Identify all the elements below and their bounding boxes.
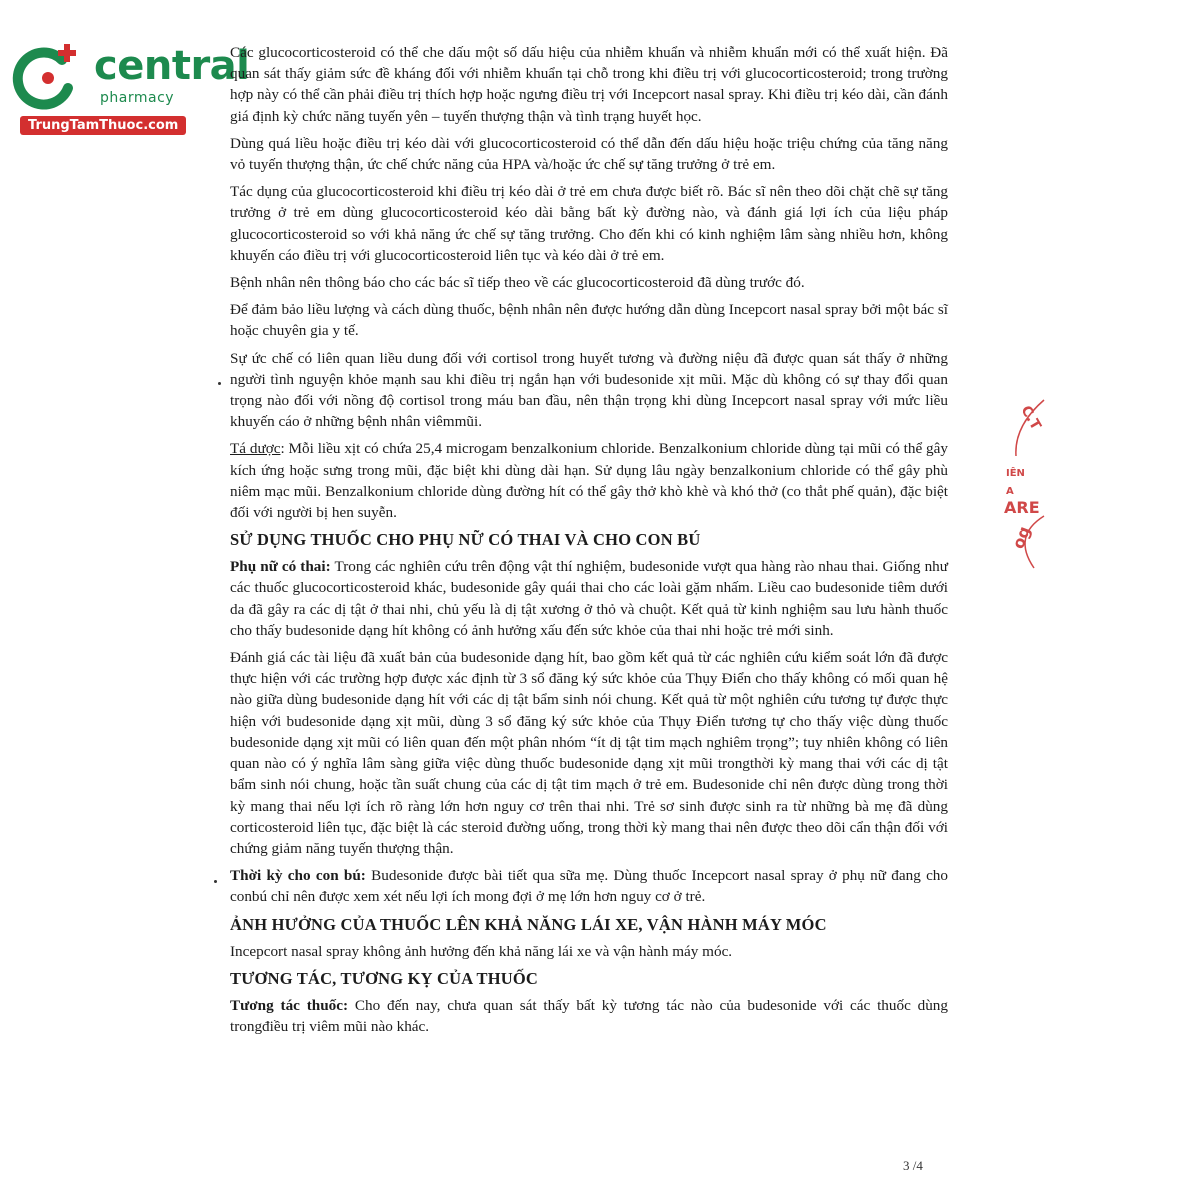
paragraph-cortisol-suppression: Sự ức chế có liên quan liều dung đối với cortisol trong huyết tương và đường niệu đã được quan sát thấy ở những người tình nguyện khỏe mạnh sau khi điều trị ngắn hạn với budesonide xịt mũi. Mặc dù không có sự thay đổi quan trọng nào đối với nồng độ cortisol trong máu ban đầu, nên thận trọng khi dùng Incepcort nasal spray với mức liều khuyến cáo ở những bệnh nhân viêmmũi.: [230, 349, 948, 431]
stamp-text-1: C.T: [1017, 403, 1044, 433]
central-pharmacy-logo[interactable]: [10, 38, 250, 138]
pharmacy-cross-logo-icon: [10, 38, 88, 116]
red-stamp-fragment: [1004, 396, 1052, 572]
paragraph-pregnancy: [230, 556, 948, 641]
document-page-body: [230, 42, 948, 1043]
paragraph-lactation: [230, 865, 948, 907]
paragraph-infection-masking: Các glucocorticosteroid có thể che dấu một số dấu hiệu của nhiễm khuẩn và nhiễm khuẩn mới có thể xuất hiện. Đã quan sát thấy giảm sức đề kháng đối với nhiễm khuẩn tại chỗ trong khi điều trị với glucocorticosteroid; trong trường hợp này có thể cần phải điều trị thích hợp hoặc ngưng điều trị với Incepcort nasal spray. Khi điều trị kéo dài, cần đánh giá định kỳ chức năng tuyến yên – tuyến thượng thận và tình trạng huyết học.: [230, 44, 948, 125]
heading-interactions: TƯƠNG TÁC, TƯƠNG KỴ CỦA THUỐC: [230, 968, 539, 988]
page-number: 3 /4: [903, 1158, 923, 1173]
pregnancy-label: Phụ nữ có thai:: [230, 558, 331, 576]
paragraph-driving: Incepcort nasal spray không ảnh hưởng đến khả năng lái xe và vận hành máy móc.: [230, 942, 733, 960]
stamp-text-2: IÊN: [1006, 468, 1025, 479]
pregnancy-text: Trong các nghiên cứu trên động vật thí nghiệm, budesonide vượt qua hàng rào nhau thai. Giống như các thuốc glucocorticosteroid khác, budesonide gây quái thai cho các loài gặm nhấm. Liều cao budesonide tiêm dưới da đã gây ra các dị tật ở thai nhi, chủ yếu là dị tật xương ở thỏ và chuột. Kết quả từ kinh nghiệm sau lưu hành thuốc cho thấy budesonide dạng hít không có ảnh hưởng xấu đến sức khỏe của thai nhi hoặc trẻ mới sinh.: [230, 558, 948, 639]
paragraph-children-growth: Tác dụng của glucocorticosteroid khi điều trị kéo dài ở trẻ em chưa được biết rõ. Bác sĩ nên theo dõi chặt chẽ sự tăng trưởng ở trẻ em dùng glucocorticosteroid kéo dài bằng bất kỳ đường nào, và đánh giá lợi ích của liệu pháp glucocorticosteroid so với khả năng ức chế sự tăng trưởng. Cho đến khi có kinh nghiệm lâm sàng nhiều hơn, không khuyến cáo điều trị với glucocorticosteroid liên tục và kéo dài ở trẻ em.: [230, 183, 948, 264]
scan-speck: [214, 880, 217, 883]
paragraph-published-studies: Đánh giá các tài liệu đã xuất bản của budesonide dạng hít, bao gồm kết quả từ các nghiên cứu kiểm soát lớn đã được thực hiện với các trường hợp được xác định từ 3 sổ đăng ký sức khỏe của Thụy Điển cho thấy không có mối quan hệ nào giữa dùng budesonide dạng hít với các dị tật bẩm sinh nói chung. Kết quả từ một nghiên cứu tương tự được thực hiện với budesonide dạng xịt mũi, dùng 3 sổ đăng ký sức khỏe của Thụy Điển tương tự cho thấy việc dùng thuốc budesonide dạng xịt mũi có liên quan đến một phân nhóm “ít dị tật tim mạch nghiêm trọng”; tuy nhiên không có liên quan nào có ý nghĩa lâm sàng giữa việc dùng thuốc budesonide dạng xịt mũi trongthời kỳ mang thai với các dị tật bẩm sinh nói chung, hoặc tần suất chung của các dị tật tim mạch ở trẻ em. Budesonide chỉ nên được dùng trong thời kỳ mang thai nếu lợi ích rõ ràng lớn hơn nguy cơ trên thai nhi. Trẻ sơ sinh được sinh ra từ những bà mẹ đã dùng corticosteroid liên tục, đặc biệt là các steroid đường uống, trong thời kỳ mang thai nên được theo dõi cẩn thận đối với chứng giảm năng tuyến thượng thận.: [230, 649, 948, 857]
stamp-text-4: ARE: [1004, 498, 1040, 517]
paragraph-excipients: [230, 438, 948, 523]
paragraph-drug-interactions: [230, 995, 948, 1037]
stamp-text-3: A: [1006, 486, 1014, 497]
lactation-label: Thời kỳ cho con bú:: [230, 867, 366, 885]
paragraph-overdose: Dùng quá liều hoặc điều trị kéo dài với glucocorticosteroid có thể dẫn đến dấu hiệu hoặc triệu chứng của tăng năng vỏ tuyến thượng thận, ức chế chức năng của HPA và/hoặc ức chế sự tăng trưởng ở trẻ em.: [230, 134, 948, 174]
heading-pregnancy-lactation: SỬ DỤNG THUỐC CHO PHỤ NỮ CÓ THAI VÀ CHO CON BÚ: [230, 530, 701, 550]
heading-driving-machinery: ẢNH HƯỞNG CỦA THUỐC LÊN KHẢ NĂNG LÁI XE, VẬN HÀNH MÁY MÓC: [230, 914, 827, 934]
paragraph-inform-doctors: Bệnh nhân nên thông báo cho các bác sĩ tiếp theo về các glucocorticosteroid đã dùng trước đó.: [230, 274, 805, 292]
lactation-text: Budesonide được bài tiết qua sữa mẹ. Dùng thuốc Incepcort nasal spray ở phụ nữ đang cho conbú chỉ nên được xem xét nếu lợi ích mong đợi ở mẹ lớn hơn nguy cơ ở trẻ.: [230, 867, 948, 906]
logo-brand-name: central: [94, 43, 250, 89]
interactions-label: Tương tác thuốc:: [230, 996, 349, 1014]
stamp-text-5: og: [1008, 523, 1034, 552]
paragraph-usage-guidance: Để đảm bảo liều lượng và cách dùng thuốc, bệnh nhân nên được hướng dẫn dùng Incepcort nasal spray bởi một bác sĩ hoặc chuyên gia y tế.: [230, 301, 948, 340]
excipients-text: : Mỗi liều xịt có chứa 25,4 microgam benzalkonium chloride. Benzalkonium chloride dùng tại mũi có thể gây kích ứng hoặc sưng trong mũi, đặc biệt khi dùng dài hạn. Sử dụng lâu ngày benzalkonium chloride có thể gây phù niêm mạc mũi. Benzalkonium chloride dùng đường hít có thể gây thở khò khè và khó thở (co thắt phế quản), đặc biệt đối với người bị hen suyễn.: [230, 440, 948, 522]
excipients-label: Tá dược: [230, 440, 281, 458]
scan-speck: [218, 382, 221, 385]
logo-website-link[interactable]: TrungTamThuoc.com: [20, 116, 186, 135]
logo-subtitle: pharmacy: [100, 90, 175, 106]
interactions-text: Cho đến nay, chưa quan sát thấy bất kỳ tương tác nào của budesonide với các thuốc dùng trongđiều trị viêm mũi nào khác.: [230, 996, 948, 1035]
